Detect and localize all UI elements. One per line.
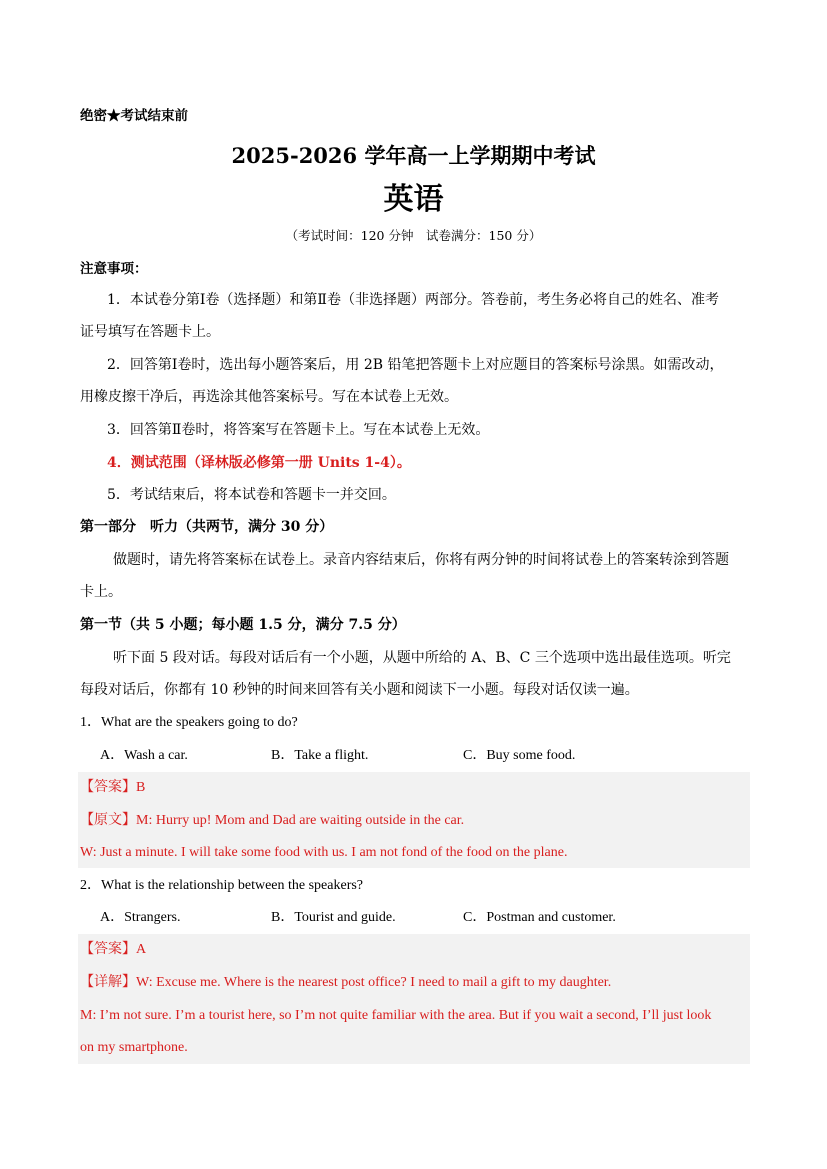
notice-item-2-line-1: 2．回答第Ⅰ卷时，选出每小题答案后，用 2B 铅笔把答题卡上对应题目的答案标号涂黑。如需改动， (107, 357, 724, 373)
question-2-transcript-line-2: M: I’m not sure. I’m a tourist here, so I’m not quite familiar with the area. But if you wait a second, I’ll just look (80, 1008, 712, 1023)
answer-tag: 【答案】 (80, 780, 136, 795)
part1-heading: 第一部分 听力（共两节，满分 30 分） (80, 519, 334, 535)
question-1-option-b: B．Take a flight. (271, 748, 369, 763)
question-2-option-c: C．Postman and customer. (463, 910, 616, 925)
question-1-source-row (80, 811, 464, 831)
question-2-answer-row (80, 940, 146, 960)
question-1-option-a: A．Wash a car. (100, 748, 188, 763)
question-1-answer-row (80, 778, 145, 798)
question-2-option-a: A．Strangers. (100, 910, 181, 925)
source-tag: 【原文】 (80, 813, 136, 828)
question-2-option-b: B．Tourist and guide. (271, 910, 396, 925)
question-2-stem: 2．What is the relationship between the speakers? (80, 878, 364, 893)
part1-intro-line-2: 卡上。 (80, 584, 122, 600)
transcript-line: M: Hurry up! Mom and Dad are waiting outside in the car. (136, 813, 465, 828)
answer-value: A (136, 942, 147, 957)
exam-meta: （考试时间：120 分钟 试卷满分：150 分） (285, 228, 542, 243)
section1-instructions-line-1: 听下面 5 段对话。每段对话后有一个小题，从题中所给的 A、B、C 三个选项中选出最佳选项。听完 (113, 650, 731, 666)
question-2-source-row (80, 973, 611, 993)
notice-item-1-line-1: 1．本试卷分第Ⅰ卷（选择题）和第Ⅱ卷（非选择题）两部分。答卷前，考生务必将自己的姓名、准考 (107, 292, 719, 308)
notice-heading: 注意事项： (80, 261, 148, 277)
question-1-option-c: C．Buy some food. (463, 748, 576, 763)
notice-item-4-scope: 4．测试范围（译林版必修第一册 Units 1-4）。 (107, 455, 411, 471)
subject-title: 英语 (383, 182, 444, 217)
section1-heading: 第一节（共 5 小题；每小题 1.5 分，满分 7.5 分） (80, 617, 406, 633)
answer-value: B (136, 780, 146, 795)
notice-item-5: 5．考试结束后，将本试卷和答题卡一并交回。 (107, 487, 396, 503)
question-1-transcript-line-2: W: Just a minute. I will take some food with us. I am not fond of the food on the plane. (80, 845, 568, 860)
notice-item-3: 3．回答第Ⅱ卷时，将答案写在答题卡上。写在本试卷上无效。 (107, 422, 490, 438)
section1-instructions-line-2: 每段对话后，你都有 10 秒钟的时间来回答有关小题和阅读下一小题。每段对话仅读一遍。 (80, 682, 639, 698)
source-tag: 【详解】 (80, 975, 136, 990)
answer-tag: 【答案】 (80, 942, 136, 957)
question-2-transcript-line-3: on my smartphone. (80, 1040, 188, 1055)
transcript-line: W: Excuse me. Where is the nearest post office? I need to mail a gift to my daughter. (136, 975, 612, 990)
exam-title: 2025-2026 学年高一上学期期中考试 (231, 143, 596, 168)
notice-item-1-line-2: 证号填写在答题卡上。 (80, 324, 220, 340)
notice-item-2-line-2: 用橡皮擦干净后，再选涂其他答案标号。写在本试卷上无效。 (80, 389, 458, 405)
confidential-label: 绝密★考试结束前 (80, 108, 188, 124)
part1-intro-line-1: 做题时，请先将答案标在试卷上。录音内容结束后，你将有两分钟的时间将试卷上的答案转涂到答题 (113, 552, 729, 568)
question-1-stem: 1．What are the speakers going to do? (80, 715, 298, 730)
